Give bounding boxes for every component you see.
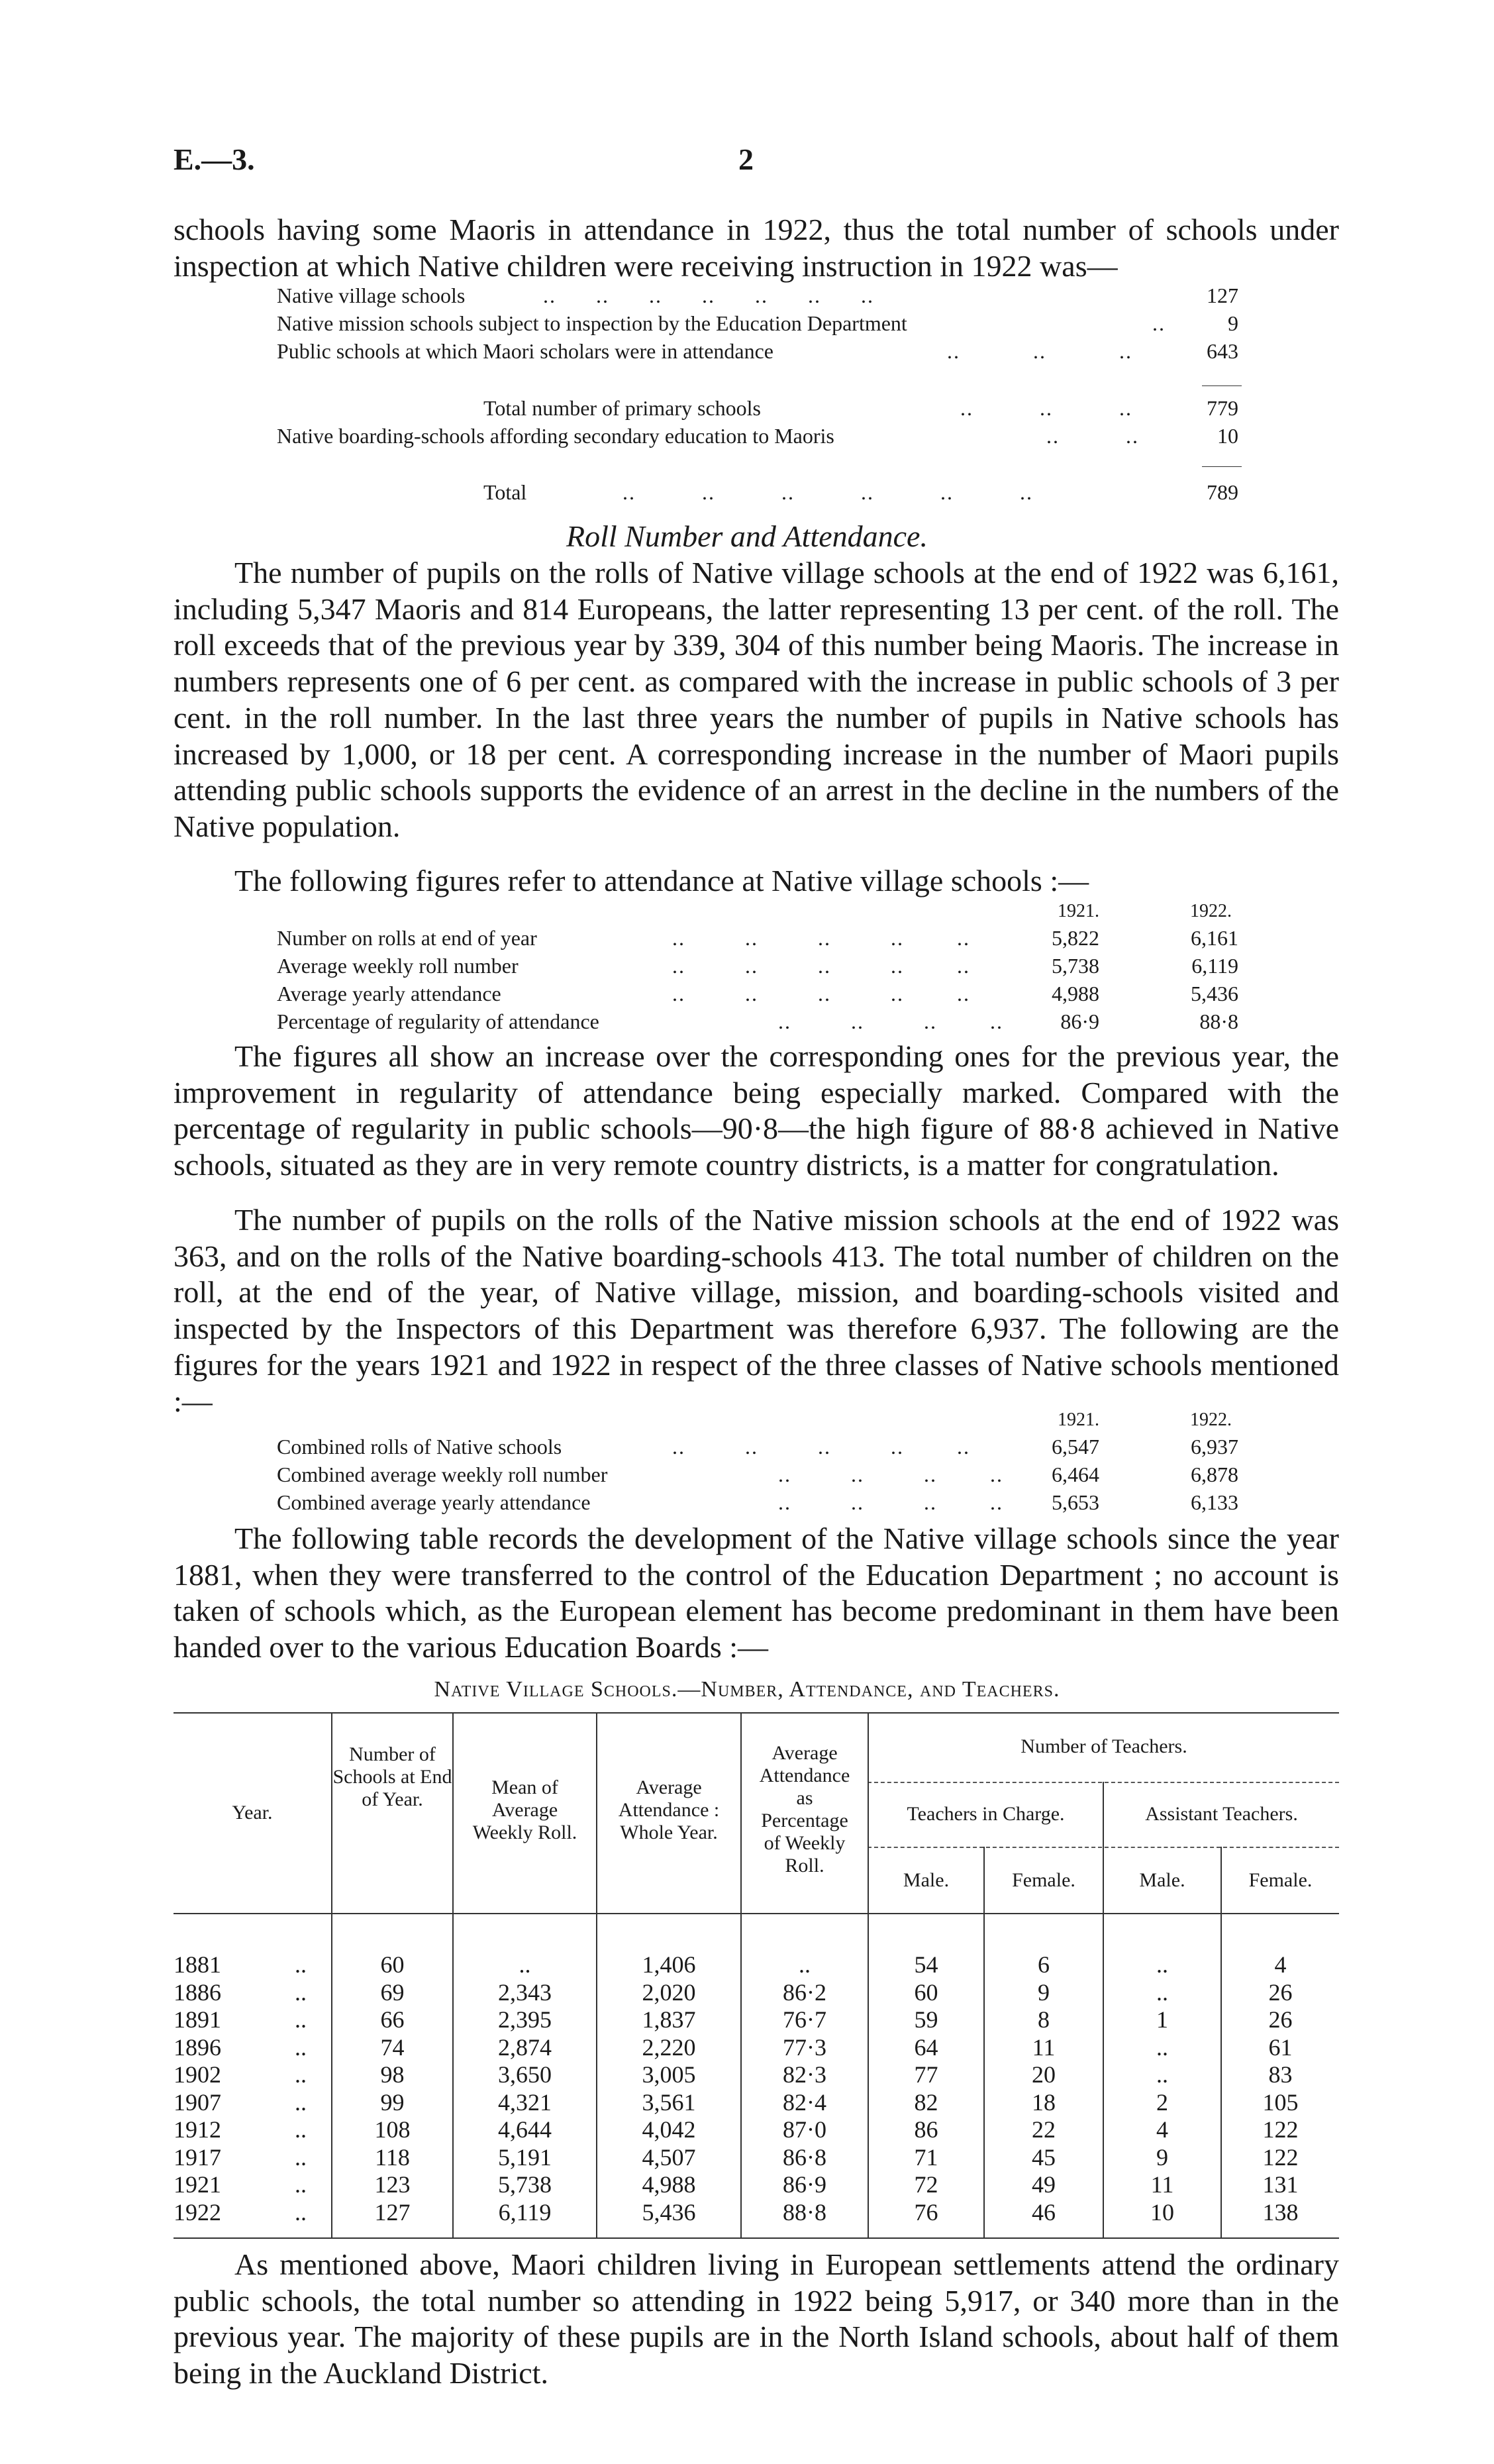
table-intro-paragraph: The following table records the development of the Native village schools since the year 1881, when they were transferred to the control of the Education Department ; no account is taken of schools which, as the European element has become predominant in them have been handed over to the various Education Boards :— [174, 1521, 1339, 1665]
cell-attendance: 4,507 [642, 2143, 696, 2171]
cell-charge-female: 9 [1038, 1978, 1050, 2006]
cell-schools: 66 [380, 2006, 405, 2033]
cell-attendance: 1,406 [642, 1951, 696, 1978]
figure-1922: 6,119 [1191, 954, 1238, 978]
cell-year: 1902 [174, 2061, 221, 2088]
cell-charge-male: 54 [914, 1951, 938, 1978]
col-header-1921: 1921. [1058, 901, 1099, 921]
cell-assistant-male: .. [1156, 2033, 1168, 2061]
leader-dots: .. .. [1046, 424, 1139, 448]
final-paragraph: As mentioned above, Maori children living in European settlements attend the ordinary public schools, the total number so attending in 1922 being 5,917, or 340 more than in the previous year. The majority of these pupils are in the North Island schools, about half of them being in the Auckland District. [174, 2247, 1339, 2390]
cell-weekly-roll: 6,119 [498, 2198, 552, 2226]
cell-charge-male: 77 [914, 2061, 938, 2088]
cell-year: 1886 [174, 1978, 221, 2006]
cell-assistant-female: 122 [1262, 2143, 1299, 2171]
header-teachers-in-charge: Teachers in Charge. [907, 1803, 1065, 1825]
cell-percentage: 86·9 [783, 2171, 826, 2198]
cell-charge-male: 71 [914, 2143, 938, 2171]
cell-charge-female: 45 [1032, 2143, 1056, 2171]
cell-percentage: 88·8 [783, 2198, 826, 2226]
leader-dots: .. [295, 2033, 307, 2061]
cell-charge-female: 49 [1032, 2171, 1056, 2198]
cell-schools: 99 [380, 2088, 405, 2116]
cell-schools: 60 [380, 1951, 405, 1978]
col-header-1921: 1921. [1058, 1410, 1099, 1430]
leader-dots: .. [295, 2088, 307, 2116]
section-title: Roll Number and Attendance. [566, 519, 928, 553]
cell-charge-male: 60 [914, 1978, 938, 2006]
cell-assistant-male: 2 [1156, 2088, 1168, 2116]
cell-assistant-female: 26 [1268, 1978, 1293, 2006]
cell-assistant-male: .. [1156, 1978, 1168, 2006]
cell-schools: 108 [374, 2116, 411, 2143]
header-schools: Number of Schools at End of Year. [332, 1743, 452, 1810]
leader-dots: .. .. .. .. .. [672, 1435, 970, 1459]
cell-charge-female: 11 [1032, 2033, 1056, 2061]
figure-1921: 4,988 [1052, 982, 1099, 1005]
page-number: 2 [738, 142, 754, 176]
cell-charge-female: 20 [1032, 2061, 1056, 2088]
leader-dots: .. .. .. .. .. .. [622, 480, 1033, 504]
cell-percentage: 82·4 [783, 2088, 826, 2116]
cell-assistant-female: 4 [1274, 1951, 1287, 1978]
cell-weekly-roll: 2,343 [498, 1978, 552, 2006]
leader-dots: .. [295, 2116, 307, 2143]
header-attendance: Average Attendance : Whole Year. [618, 1776, 720, 1843]
cell-weekly-roll: 3,650 [498, 2061, 552, 2088]
figure-label: Percentage of regularity of attendance [277, 1009, 599, 1033]
roll-paragraph: The number of pupils on the rolls of Native village schools at the end of 1922 was 6,161, including 5,347 Maoris and 814 Europeans, the latter representing 13 per cent. of the roll. The roll exceeds that of the previous year by 339, 304 of this number being Maoris. The increase in numbers represents one of 6 per cent. as compared with the increase in public schools of 3 per cent. in the roll number. In the last three years the number of pupils in Native schools has increased by 1,000, or 18 per cent. A corresponding increase in the number of Maori pupils attending public schools supports the evidence of an arrest in the decline in the numbers of the Native population. [174, 556, 1339, 843]
leader-dots: .. .. .. .. .. .. .. [543, 283, 874, 307]
cell-assistant-male: 4 [1156, 2116, 1168, 2143]
leader-dots: .. .. .. .. [778, 1009, 1003, 1033]
cell-charge-female: 22 [1032, 2116, 1056, 2143]
figure-1921: 5,822 [1052, 926, 1099, 950]
header-year: Year. [232, 1802, 273, 1823]
cell-charge-male: 59 [914, 2006, 938, 2033]
list-item-value: 127 [1207, 283, 1238, 307]
cell-year: 1891 [174, 2006, 221, 2033]
leader-dots: .. .. .. [960, 396, 1132, 420]
cell-schools: 118 [375, 2143, 410, 2171]
cell-percentage: 86·2 [783, 1978, 826, 2006]
header-male: Male. [903, 1869, 950, 1891]
header-percentage: Average Attendance as Percentage of Weekly Roll. [759, 1742, 850, 1876]
figure-1921: 86·9 [1060, 1009, 1099, 1033]
list-item-label: Native village schools [277, 283, 466, 307]
attendance-intro: The following figures refer to attendance at Native village schools :— [234, 864, 1089, 898]
list-item-value: 10 [1217, 424, 1238, 448]
figure-label: Combined rolls of Native schools [277, 1435, 562, 1459]
cell-assistant-female: 83 [1268, 2061, 1293, 2088]
leader-dots: .. .. .. .. [778, 1463, 1003, 1486]
cell-year: 1881 [174, 1951, 221, 1978]
cell-attendance: 3,561 [642, 2088, 696, 2116]
cell-percentage: 86·8 [783, 2143, 826, 2171]
col-header-1922: 1922. [1190, 1410, 1232, 1430]
list-item-label: Total number of primary schools [483, 396, 761, 420]
figure-1922: 6,878 [1191, 1463, 1238, 1486]
leader-dots: .. [295, 2143, 307, 2171]
cell-year: 1907 [174, 2088, 221, 2116]
list-item-value: 643 [1207, 339, 1238, 363]
list-item-value: 9 [1228, 311, 1238, 335]
figures-paragraph: The figures all show an increase over the corresponding ones for the previous year, the improvement in regularity of attendance being especially marked. Compared with the percentage of regularity in public schools—90·8—the high figure of 88·8 achieved in Native schools, situated as they are in very remote country districts, is a matter for congratulation. [174, 1039, 1339, 1182]
cell-weekly-roll: 5,738 [498, 2171, 552, 2198]
cell-weekly-roll: 4,321 [498, 2088, 552, 2116]
leader-dots: .. [1152, 311, 1166, 335]
figure-1921: 5,653 [1052, 1490, 1099, 1514]
cell-charge-male: 76 [914, 2198, 938, 2226]
cell-attendance: 2,020 [642, 1978, 696, 2006]
cell-year: 1896 [174, 2033, 221, 2061]
cell-attendance: 4,988 [642, 2171, 696, 2198]
list-item-label: Public schools at which Maori scholars were in attendance [277, 339, 773, 363]
sum-rule [1202, 466, 1242, 467]
figure-1921: 6,547 [1052, 1435, 1099, 1459]
cell-charge-female: 6 [1038, 1951, 1050, 1978]
sum-rule [1202, 385, 1242, 386]
cell-charge-female: 18 [1032, 2088, 1056, 2116]
list-item-label: Native boarding-schools affording secondary education to Maoris [277, 424, 834, 448]
figure-1921: 6,464 [1052, 1463, 1099, 1486]
cell-assistant-male: 9 [1156, 2143, 1168, 2171]
figure-label: Average weekly roll number [277, 954, 519, 978]
leader-dots: .. .. .. .. .. [672, 982, 970, 1005]
figure-1922: 88·8 [1199, 1009, 1238, 1033]
cell-assistant-male: .. [1156, 1951, 1168, 1978]
cell-assistant-female: 61 [1268, 2033, 1293, 2061]
table-top-rule [174, 1712, 1339, 1714]
figure-label: Combined average yearly attendance [277, 1490, 591, 1514]
cell-percentage: .. [799, 1951, 811, 1978]
list-item-label: Native mission schools subject to inspection by the Education Department [277, 311, 907, 335]
col-header-1922: 1922. [1190, 901, 1232, 921]
cell-attendance: 1,837 [642, 2006, 696, 2033]
cell-charge-female: 8 [1038, 2006, 1050, 2033]
header-weekly-roll: Mean of Average Weekly Roll. [472, 1776, 577, 1843]
cell-assistant-female: 105 [1262, 2088, 1299, 2116]
list-item-value: 789 [1207, 480, 1238, 504]
cell-percentage: 77·3 [783, 2033, 826, 2061]
leader-dots: .. [295, 2006, 307, 2033]
figure-1922: 5,436 [1191, 982, 1238, 1005]
cell-weekly-roll: 5,191 [498, 2143, 552, 2171]
cell-charge-male: 82 [914, 2088, 938, 2116]
figure-1921: 5,738 [1052, 954, 1099, 978]
cell-weekly-roll: 2,395 [498, 2006, 552, 2033]
cell-percentage: 87·0 [783, 2116, 826, 2143]
cell-weekly-roll: 2,874 [498, 2033, 552, 2061]
table-title: Native Village Schools.—Number, Attendance, and Teachers. [434, 1677, 1060, 1702]
leader-dots: .. [295, 2061, 307, 2088]
cell-schools: 123 [374, 2171, 411, 2198]
figure-label: Combined average weekly roll number [277, 1463, 608, 1486]
cell-percentage: 82·3 [783, 2061, 826, 2088]
header-bottom-rule [174, 1913, 1339, 1914]
figure-label: Average yearly attendance [277, 982, 501, 1005]
cell-assistant-female: 131 [1262, 2171, 1299, 2198]
header-male: Male. [1139, 1869, 1185, 1891]
figure-1922: 6,937 [1191, 1435, 1238, 1459]
leader-dots: .. .. .. .. .. [672, 954, 970, 978]
cell-attendance: 3,005 [642, 2061, 696, 2088]
cell-year: 1921 [174, 2171, 221, 2198]
report-reference: E.—3. [174, 142, 255, 176]
list-item-label: Total [483, 480, 527, 504]
figure-1922: 6,161 [1191, 926, 1238, 950]
cell-charge-male: 64 [914, 2033, 938, 2061]
cell-assistant-female: 138 [1262, 2198, 1299, 2226]
cell-weekly-roll: 4,644 [498, 2116, 552, 2143]
cell-attendance: 5,436 [642, 2198, 696, 2226]
leader-dots: .. [295, 2198, 307, 2226]
intro-paragraph: schools having some Maoris in attendance in 1922, thus the total number of schools under inspection at which Native children were receiving instruction in 1922 was— [174, 213, 1339, 283]
header-assistant-teachers: Assistant Teachers. [1145, 1803, 1298, 1825]
figure-1922: 6,133 [1191, 1490, 1238, 1514]
leader-dots: .. [295, 1978, 307, 2006]
cell-attendance: 2,220 [642, 2033, 696, 2061]
cell-schools: 98 [380, 2061, 405, 2088]
leader-dots: .. .. .. [947, 339, 1132, 363]
cell-assistant-female: 122 [1262, 2116, 1299, 2143]
cell-assistant-male: 1 [1156, 2006, 1168, 2033]
cell-schools: 127 [374, 2198, 411, 2226]
cell-assistant-male: .. [1156, 2061, 1168, 2088]
cell-schools: 69 [380, 1978, 405, 2006]
header-female: Female. [1248, 1869, 1313, 1891]
leader-dots: .. [295, 2171, 307, 2198]
cell-charge-female: 46 [1032, 2198, 1056, 2226]
leader-dots: .. .. .. .. [778, 1490, 1003, 1514]
cell-year: 1912 [174, 2116, 221, 2143]
leader-dots: .. .. .. .. .. [672, 926, 970, 950]
leader-dots: .. [295, 1951, 307, 1978]
cell-percentage: 76·7 [783, 2006, 826, 2033]
cell-assistant-male: 10 [1150, 2198, 1174, 2226]
cell-year: 1922 [174, 2198, 221, 2226]
header-female: Female. [1012, 1869, 1075, 1891]
list-item-value: 779 [1207, 396, 1238, 420]
table-bottom-rule [174, 2237, 1339, 2239]
figure-label: Number on rolls at end of year [277, 926, 537, 950]
cell-weekly-roll: .. [519, 1951, 531, 1978]
cell-charge-male: 86 [914, 2116, 938, 2143]
cell-assistant-female: 26 [1268, 2006, 1293, 2033]
mission-paragraph: The number of pupils on the rolls of the Native mission schools at the end of 1922 was 363, and on the rolls of the Native boarding-schools 413. The total number of children on the roll, at the end of the year, of Native village, mission, and boarding-schools visited and inspected by the Inspectors of this Department was therefore 6,937. The following are the figures for the years 1921 and 1922 in respect of the three classes of Native schools mentioned :— [174, 1203, 1339, 1418]
cell-charge-male: 72 [914, 2171, 938, 2198]
cell-attendance: 4,042 [642, 2116, 696, 2143]
cell-year: 1917 [174, 2143, 221, 2171]
cell-schools: 74 [380, 2033, 405, 2061]
header-number-of-teachers: Number of Teachers. [1021, 1735, 1187, 1757]
cell-assistant-male: 11 [1150, 2171, 1174, 2198]
